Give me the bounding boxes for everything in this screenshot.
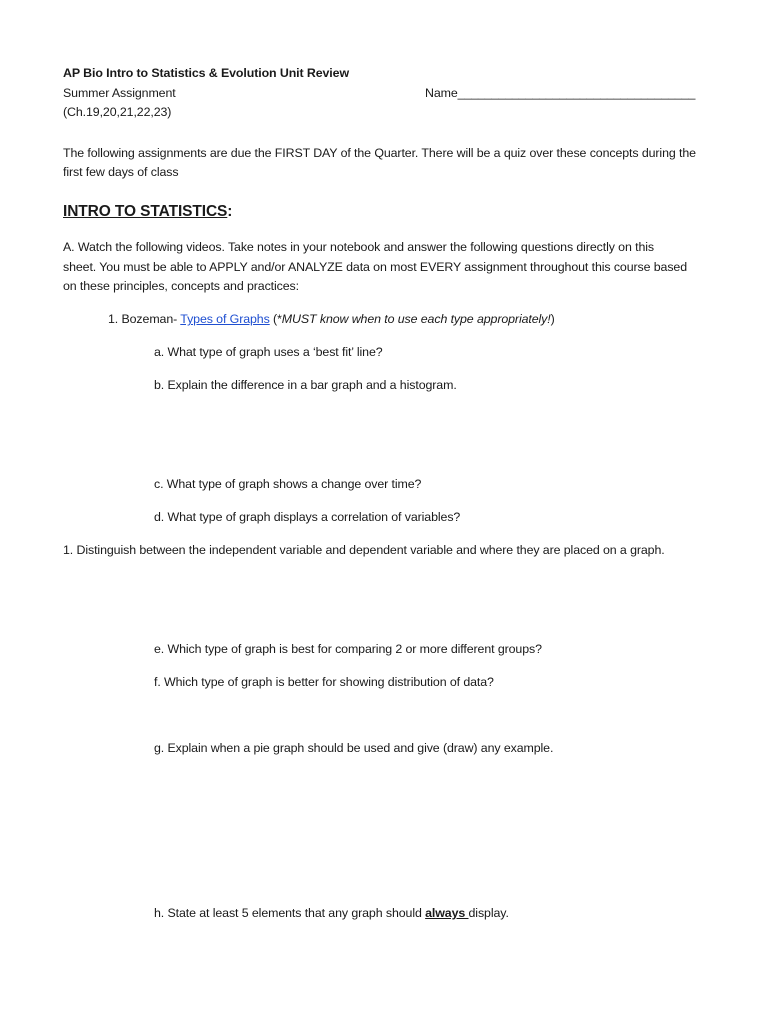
types-of-graphs-link[interactable]: Types of Graphs (180, 312, 270, 326)
question-c: c. What type of graph shows a change over time? (154, 477, 422, 491)
section-heading-text: INTRO TO STATISTICS (63, 203, 228, 220)
section-heading-colon: : (227, 203, 233, 220)
question-h-prefix: h. State at least 5 elements that any graph should (154, 906, 426, 920)
video-note: MUST know when to use each type appropriately! (281, 312, 551, 326)
video-item-1 (108, 312, 555, 326)
instructions-line-3: on these principles, concepts and practices: (63, 279, 299, 293)
video-note-close: ) (550, 312, 555, 326)
question-f: f. Which type of graph is better for showing distribution of data? (154, 675, 494, 689)
instructions-line-2: sheet. You must be able to APPLY and/or ANALYZE data on most EVERY assignment throughout this course based (63, 260, 688, 274)
video-note-open: (* (269, 312, 282, 326)
document-subtitle: Summer Assignment (63, 86, 176, 100)
question-g: g. Explain when a pie graph should be used and give (draw) any example. (154, 741, 554, 755)
section-heading (63, 203, 232, 221)
document-title: AP Bio Intro to Statistics & Evolution Unit Review (63, 66, 349, 80)
question-a: a. What type of graph uses a ‘best fit’ line? (154, 345, 383, 359)
question-1-variables: 1. Distinguish between the independent variable and dependent variable and where they are placed on a graph. (63, 543, 665, 557)
due-date-notice: The following assignments are due the FIRST DAY of the Quarter. There will be a quiz over these concepts during the first few days of class (63, 146, 696, 179)
chapter-list: (Ch.19,20,21,22,23) (63, 105, 172, 119)
question-e: e. Which type of graph is best for comparing 2 or more different groups? (154, 642, 542, 656)
name-field-label: Name___________________________________ (425, 86, 696, 100)
instructions-line-1: A. Watch the following videos. Take notes in your notebook and answer the following questions directly on this (63, 240, 654, 254)
question-h (154, 906, 509, 920)
question-d: d. What type of graph displays a correlation of variables? (154, 510, 461, 524)
question-h-emphasis: always (425, 906, 469, 920)
question-h-suffix: display. (468, 906, 509, 920)
video-item-prefix: 1. Bozeman- (108, 312, 181, 326)
question-b: b. Explain the difference in a bar graph and a histogram. (154, 378, 457, 392)
